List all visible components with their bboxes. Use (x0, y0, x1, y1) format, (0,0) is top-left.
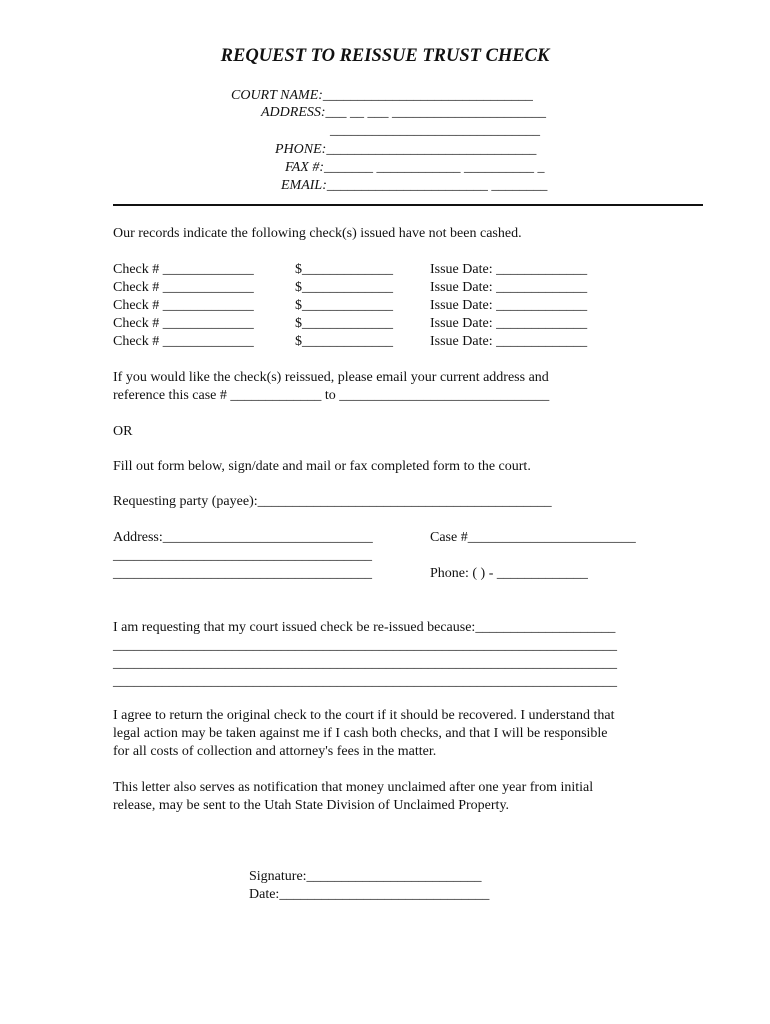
check-issue-date-field[interactable]: Issue Date: _____________ (430, 316, 588, 331)
agreement-text: I agree to return the original check to the court if it should be recovered. I understand that (113, 708, 615, 723)
check-amount-field[interactable]: $_____________ (295, 334, 393, 349)
agreement-text: legal action may be taken against me if I cash both checks, and that I will be responsible (113, 726, 608, 741)
court-email-field[interactable]: EMAIL:_______________________ ________ (281, 178, 548, 193)
reason-line[interactable]: ________________________________________________________________________ (113, 638, 617, 653)
check-amount-field[interactable]: $_____________ (295, 298, 393, 313)
case-number-field[interactable]: Case #________________________ (430, 530, 636, 545)
check-amount-field[interactable]: $_____________ (295, 316, 393, 331)
signature-field[interactable]: Signature:_________________________ (249, 869, 482, 884)
payee-address-line2[interactable]: _____________________________________ (113, 548, 372, 563)
reason-prompt-field[interactable]: I am requesting that my court issued check be re-issued because:____________________ (113, 620, 616, 635)
check-amount-field[interactable]: $_____________ (295, 280, 393, 295)
intro-text: Our records indicate the following check(s) issued have not been cashed. (113, 226, 522, 241)
or-text: OR (113, 424, 133, 439)
requesting-party-field[interactable]: Requesting party (payee):__________________________________________ (113, 494, 552, 509)
reason-line[interactable]: ________________________________________________________________________ (113, 674, 617, 689)
page-title: REQUEST TO REISSUE TRUST CHECK (220, 46, 550, 66)
reissue-text: If you would like the check(s) reissued, please email your current address and (113, 370, 549, 385)
court-phone-field[interactable]: PHONE:______________________________ (275, 142, 537, 157)
check-amount-field[interactable]: $_____________ (295, 262, 393, 277)
header-divider (113, 204, 703, 206)
court-name-field[interactable]: COURT NAME:______________________________ (231, 88, 533, 103)
unclaimed-notice-text: This letter also serves as notification that money unclaimed after one year from initial (113, 780, 594, 795)
payee-phone-field[interactable]: Phone: ( ) - _____________ (430, 566, 588, 581)
payee-address-field[interactable]: Address:______________________________ (113, 530, 373, 545)
date-field[interactable]: Date:______________________________ (249, 887, 490, 902)
reason-line[interactable]: ________________________________________________________________________ (113, 656, 617, 671)
check-number-field[interactable]: Check # _____________ (113, 334, 254, 349)
fill-out-instructions: Fill out form below, sign/date and mail or fax completed form to the court. (113, 459, 531, 474)
check-number-field[interactable]: Check # _____________ (113, 298, 254, 313)
check-number-field[interactable]: Check # _____________ (113, 262, 254, 277)
court-fax-field[interactable]: FAX #:_______ ____________ __________ _ (285, 160, 545, 175)
reissue-case-email-line[interactable]: reference this case # _____________ to ______________________________ (113, 388, 550, 403)
check-number-field[interactable]: Check # _____________ (113, 280, 254, 295)
unclaimed-notice-text: release, may be sent to the Utah State Division of Unclaimed Property. (113, 798, 510, 813)
check-number-field[interactable]: Check # _____________ (113, 316, 254, 331)
payee-address-line3[interactable]: _____________________________________ (113, 566, 372, 581)
court-address-line2[interactable]: ______________________________ (330, 123, 540, 138)
court-address-field[interactable]: ADDRESS:___ __ ___ ______________________ (261, 105, 547, 120)
check-issue-date-field[interactable]: Issue Date: _____________ (430, 334, 588, 349)
check-issue-date-field[interactable]: Issue Date: _____________ (430, 298, 588, 313)
agreement-text: for all costs of collection and attorney's fees in the matter. (113, 744, 437, 759)
check-issue-date-field[interactable]: Issue Date: _____________ (430, 262, 588, 277)
check-issue-date-field[interactable]: Issue Date: _____________ (430, 280, 588, 295)
